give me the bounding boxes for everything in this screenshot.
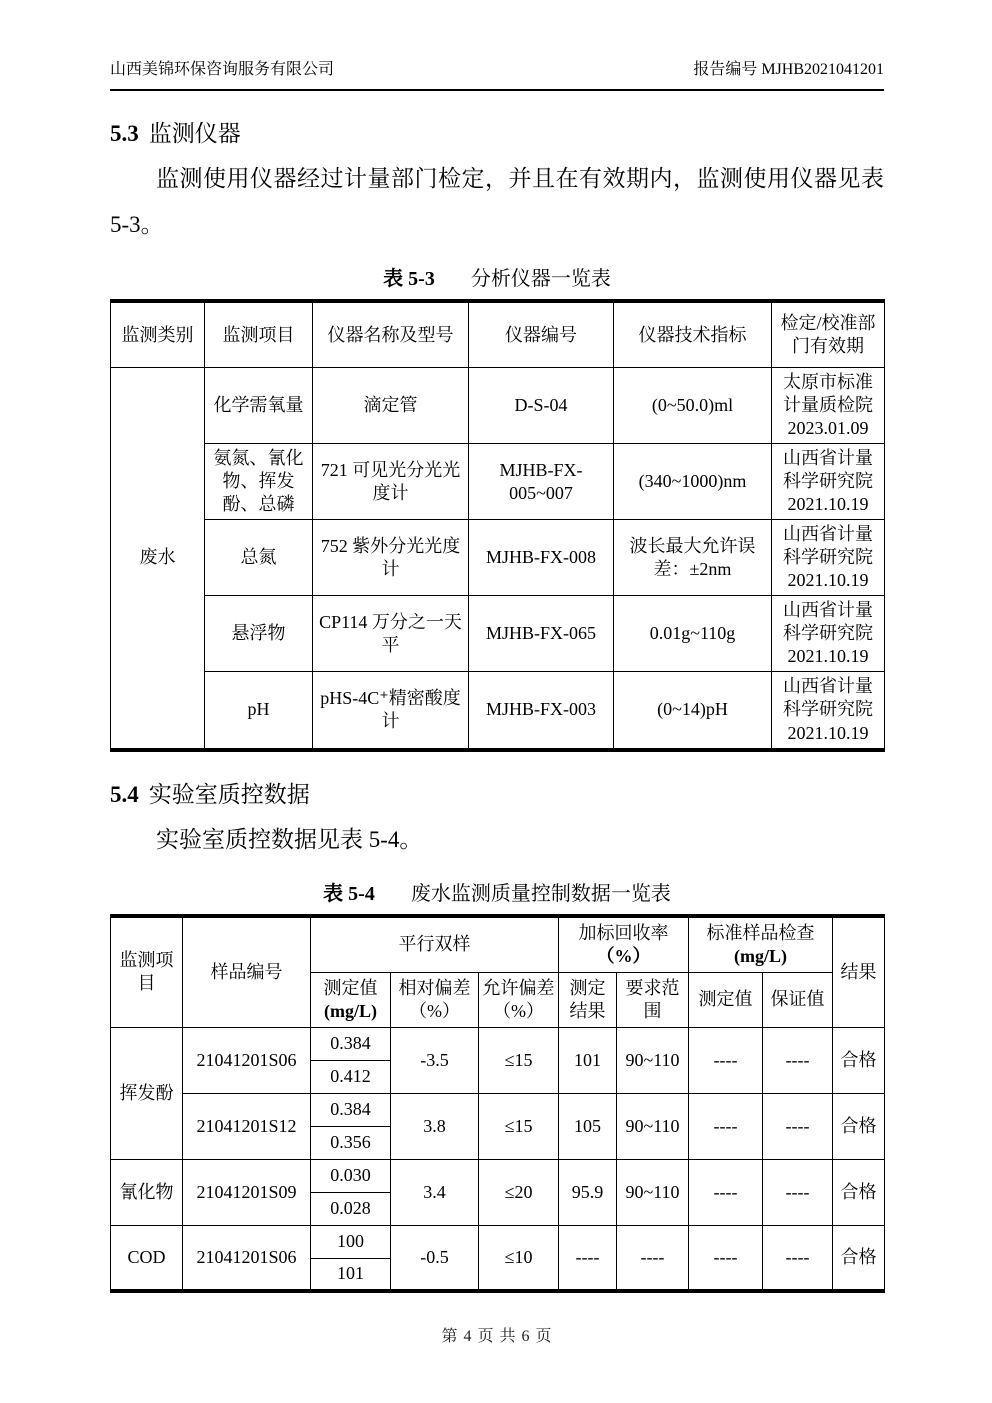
col-header-relative-deviation: 相对偏差（%） bbox=[391, 972, 479, 1027]
cell-sample-id: 21041201S06 bbox=[183, 1027, 311, 1093]
standard-check-label: 标准样品检查 bbox=[706, 922, 815, 943]
cell-item: COD bbox=[111, 1225, 183, 1291]
cell-required-range: 90~110 bbox=[617, 1093, 689, 1159]
cell-spec: 波长最大允许误差：±2nm bbox=[614, 520, 772, 596]
table-row bbox=[111, 1027, 885, 1060]
col-group-spike-recovery bbox=[559, 916, 689, 973]
col-header-spec: 仪器技术指标 bbox=[614, 301, 772, 368]
cell-measured-1: 100 bbox=[311, 1225, 391, 1258]
cell-code: MJHB-FX-065 bbox=[469, 596, 614, 672]
col-header-item: 监测项目 bbox=[111, 916, 183, 1028]
section-5-3-title: 监测仪器 bbox=[148, 121, 241, 146]
col-group-parallel: 平行双样 bbox=[311, 916, 559, 973]
standard-check-unit: (mg/L) bbox=[734, 945, 788, 966]
cell-instrument: CP114 万分之一天平 bbox=[313, 596, 469, 672]
header-company: 山西美锦环保咨询服务有限公司 bbox=[110, 61, 335, 78]
measured-value-label: 测定值 bbox=[323, 977, 378, 998]
cell-standard-measured: ---- bbox=[689, 1093, 763, 1159]
cell-measured-1: 0.384 bbox=[311, 1093, 391, 1126]
cell-relative-deviation: 3.8 bbox=[391, 1093, 479, 1159]
cell-verification bbox=[772, 444, 885, 520]
cell-verification bbox=[772, 672, 885, 750]
col-header-standard-guaranteed: 保证值 bbox=[763, 972, 833, 1027]
cell-allowed-deviation: ≤10 bbox=[479, 1225, 559, 1291]
col-header-required-range: 要求范围 bbox=[617, 972, 689, 1027]
cell-sample-id: 21041201S09 bbox=[183, 1159, 311, 1225]
cell-item: 悬浮物 bbox=[205, 596, 313, 672]
table-row bbox=[111, 368, 885, 444]
cell-result: 合格 bbox=[833, 1027, 885, 1093]
cell-spec: 0.01g~110g bbox=[614, 596, 772, 672]
table-header-row bbox=[111, 301, 885, 368]
table-row bbox=[111, 672, 885, 750]
cell-verification bbox=[772, 596, 885, 672]
cell-relative-deviation: -3.5 bbox=[391, 1027, 479, 1093]
cell-measured-2: 0.356 bbox=[311, 1126, 391, 1159]
col-header-standard-measured: 测定值 bbox=[689, 972, 763, 1027]
cell-allowed-deviation: ≤15 bbox=[479, 1093, 559, 1159]
col-header-code: 仪器编号 bbox=[469, 301, 614, 368]
dept-name: 山西省计量科学研究院 bbox=[783, 676, 873, 720]
cell-instrument: 滴定管 bbox=[313, 368, 469, 444]
cell-measured-1: 0.030 bbox=[311, 1159, 391, 1192]
section-5-4-number: 5.4 bbox=[110, 781, 139, 807]
cell-verification bbox=[772, 368, 885, 444]
table-header-row bbox=[111, 916, 885, 973]
cell-sample-id: 21041201S06 bbox=[183, 1225, 311, 1291]
section-5-4-heading bbox=[110, 776, 884, 809]
cell-measured-2: 101 bbox=[311, 1258, 391, 1291]
col-header-allowed-deviation: 允许偏差（%） bbox=[479, 972, 559, 1027]
col-group-standard-check bbox=[689, 916, 833, 973]
cell-standard-guaranteed: ---- bbox=[763, 1159, 833, 1225]
section-5-3-heading bbox=[110, 115, 884, 148]
valid-date: 2021.10.19 bbox=[787, 646, 869, 667]
cell-standard-measured: ---- bbox=[689, 1225, 763, 1291]
col-header-verification: 检定/校准部门有效期 bbox=[772, 301, 885, 368]
cell-spec: (0~50.0)ml bbox=[614, 368, 772, 444]
cell-required-range: 90~110 bbox=[617, 1159, 689, 1225]
cell-item: 挥发酚 bbox=[111, 1027, 183, 1159]
cell-relative-deviation: -0.5 bbox=[391, 1225, 479, 1291]
cell-item: 氨氮、氰化物、挥发酚、总磷 bbox=[205, 444, 313, 520]
valid-date: 2023.01.09 bbox=[787, 418, 869, 439]
dept-name: 山西省计量科学研究院 bbox=[783, 448, 873, 492]
col-header-result: 结果 bbox=[833, 916, 885, 1028]
cell-spec: (0~14)pH bbox=[614, 672, 772, 750]
table-5-3-instruments bbox=[110, 299, 885, 752]
col-header-instrument: 仪器名称及型号 bbox=[313, 301, 469, 368]
valid-date: 2021.10.19 bbox=[787, 722, 869, 743]
table-row bbox=[111, 1093, 885, 1126]
cell-allowed-deviation: ≤15 bbox=[479, 1027, 559, 1093]
section-5-3-number: 5.3 bbox=[110, 121, 139, 146]
spike-recovery-label: 加标回收率 bbox=[578, 922, 669, 943]
table-5-4-caption-title: 废水监测质量控制数据一览表 bbox=[410, 882, 671, 905]
table-5-3-caption-title: 分析仪器一览表 bbox=[470, 268, 611, 290]
section-5-4-paragraph: 实验室质控数据见表 5-4。 bbox=[156, 826, 423, 852]
dept-name: 山西省计量科学研究院 bbox=[783, 524, 873, 568]
cell-instrument: pHS-4C⁺精密酸度计 bbox=[313, 672, 469, 750]
cell-category: 废水 bbox=[111, 368, 205, 750]
cell-spike-result: 95.9 bbox=[559, 1159, 617, 1225]
cell-verification bbox=[772, 520, 885, 596]
table-5-3-caption bbox=[110, 262, 884, 291]
cell-item: 化学需氧量 bbox=[205, 368, 313, 444]
cell-sample-id: 21041201S12 bbox=[183, 1093, 311, 1159]
table-5-4-caption bbox=[110, 877, 884, 906]
table-5-4-caption-label: 表 5-4 bbox=[323, 882, 375, 905]
header-report-number: 报告编号 MJHB2021041201 bbox=[693, 61, 884, 78]
cell-item: 总氮 bbox=[205, 520, 313, 596]
cell-instrument: 721 可见光分光光度计 bbox=[313, 444, 469, 520]
dept-name: 太原市标准计量质检院 bbox=[783, 372, 873, 416]
page-header bbox=[110, 56, 884, 91]
dept-name: 山西省计量科学研究院 bbox=[783, 600, 873, 644]
col-header-category: 监测类别 bbox=[111, 301, 205, 368]
cell-measured-2: 0.412 bbox=[311, 1060, 391, 1093]
section-5-3-paragraph: 监测使用仪器经过计量部门检定，并且在有效期内，监测使用仪器见表 5-3。 bbox=[110, 166, 884, 237]
cell-standard-measured: ---- bbox=[689, 1027, 763, 1093]
cell-item: pH bbox=[205, 672, 313, 750]
col-header-item: 监测项目 bbox=[205, 301, 313, 368]
table-row bbox=[111, 1225, 885, 1258]
table-row bbox=[111, 520, 885, 596]
cell-required-range: 90~110 bbox=[617, 1027, 689, 1093]
cell-spike-result: 105 bbox=[559, 1093, 617, 1159]
cell-standard-guaranteed: ---- bbox=[763, 1093, 833, 1159]
cell-code: MJHB-FX-005~007 bbox=[469, 444, 614, 520]
cell-result: 合格 bbox=[833, 1225, 885, 1291]
col-header-sample-id: 样品编号 bbox=[183, 916, 311, 1028]
table-5-4-qc-data bbox=[110, 914, 885, 1294]
table-5-3-caption-label: 表 5-3 bbox=[383, 268, 435, 290]
cell-instrument: 752 紫外分光光度计 bbox=[313, 520, 469, 596]
page-number-footer: 第 4 页 共 6 页 bbox=[441, 1328, 553, 1346]
valid-date: 2021.10.19 bbox=[787, 494, 869, 515]
cell-spike-result: ---- bbox=[559, 1225, 617, 1291]
cell-code: D-S-04 bbox=[469, 368, 614, 444]
cell-relative-deviation: 3.4 bbox=[391, 1159, 479, 1225]
measured-value-unit: (mg/L) bbox=[324, 1000, 377, 1021]
cell-item: 氰化物 bbox=[111, 1159, 183, 1225]
cell-code: MJHB-FX-003 bbox=[469, 672, 614, 750]
section-5-4-title: 实验室质控数据 bbox=[148, 781, 310, 807]
cell-standard-guaranteed: ---- bbox=[763, 1027, 833, 1093]
cell-allowed-deviation: ≤20 bbox=[479, 1159, 559, 1225]
col-header-measured-value bbox=[311, 972, 391, 1027]
table-row bbox=[111, 1159, 885, 1192]
spike-recovery-unit: （%） bbox=[596, 945, 651, 966]
col-header-spike-result: 测定结果 bbox=[559, 972, 617, 1027]
table-row bbox=[111, 444, 885, 520]
cell-code: MJHB-FX-008 bbox=[469, 520, 614, 596]
cell-measured-2: 0.028 bbox=[311, 1192, 391, 1225]
cell-result: 合格 bbox=[833, 1093, 885, 1159]
cell-standard-guaranteed: ---- bbox=[763, 1225, 833, 1291]
table-row bbox=[111, 596, 885, 672]
cell-required-range: ---- bbox=[617, 1225, 689, 1291]
cell-spike-result: 101 bbox=[559, 1027, 617, 1093]
cell-spec: (340~1000)nm bbox=[614, 444, 772, 520]
cell-result: 合格 bbox=[833, 1159, 885, 1225]
cell-standard-measured: ---- bbox=[689, 1159, 763, 1225]
cell-measured-1: 0.384 bbox=[311, 1027, 391, 1060]
valid-date: 2021.10.19 bbox=[787, 570, 869, 591]
